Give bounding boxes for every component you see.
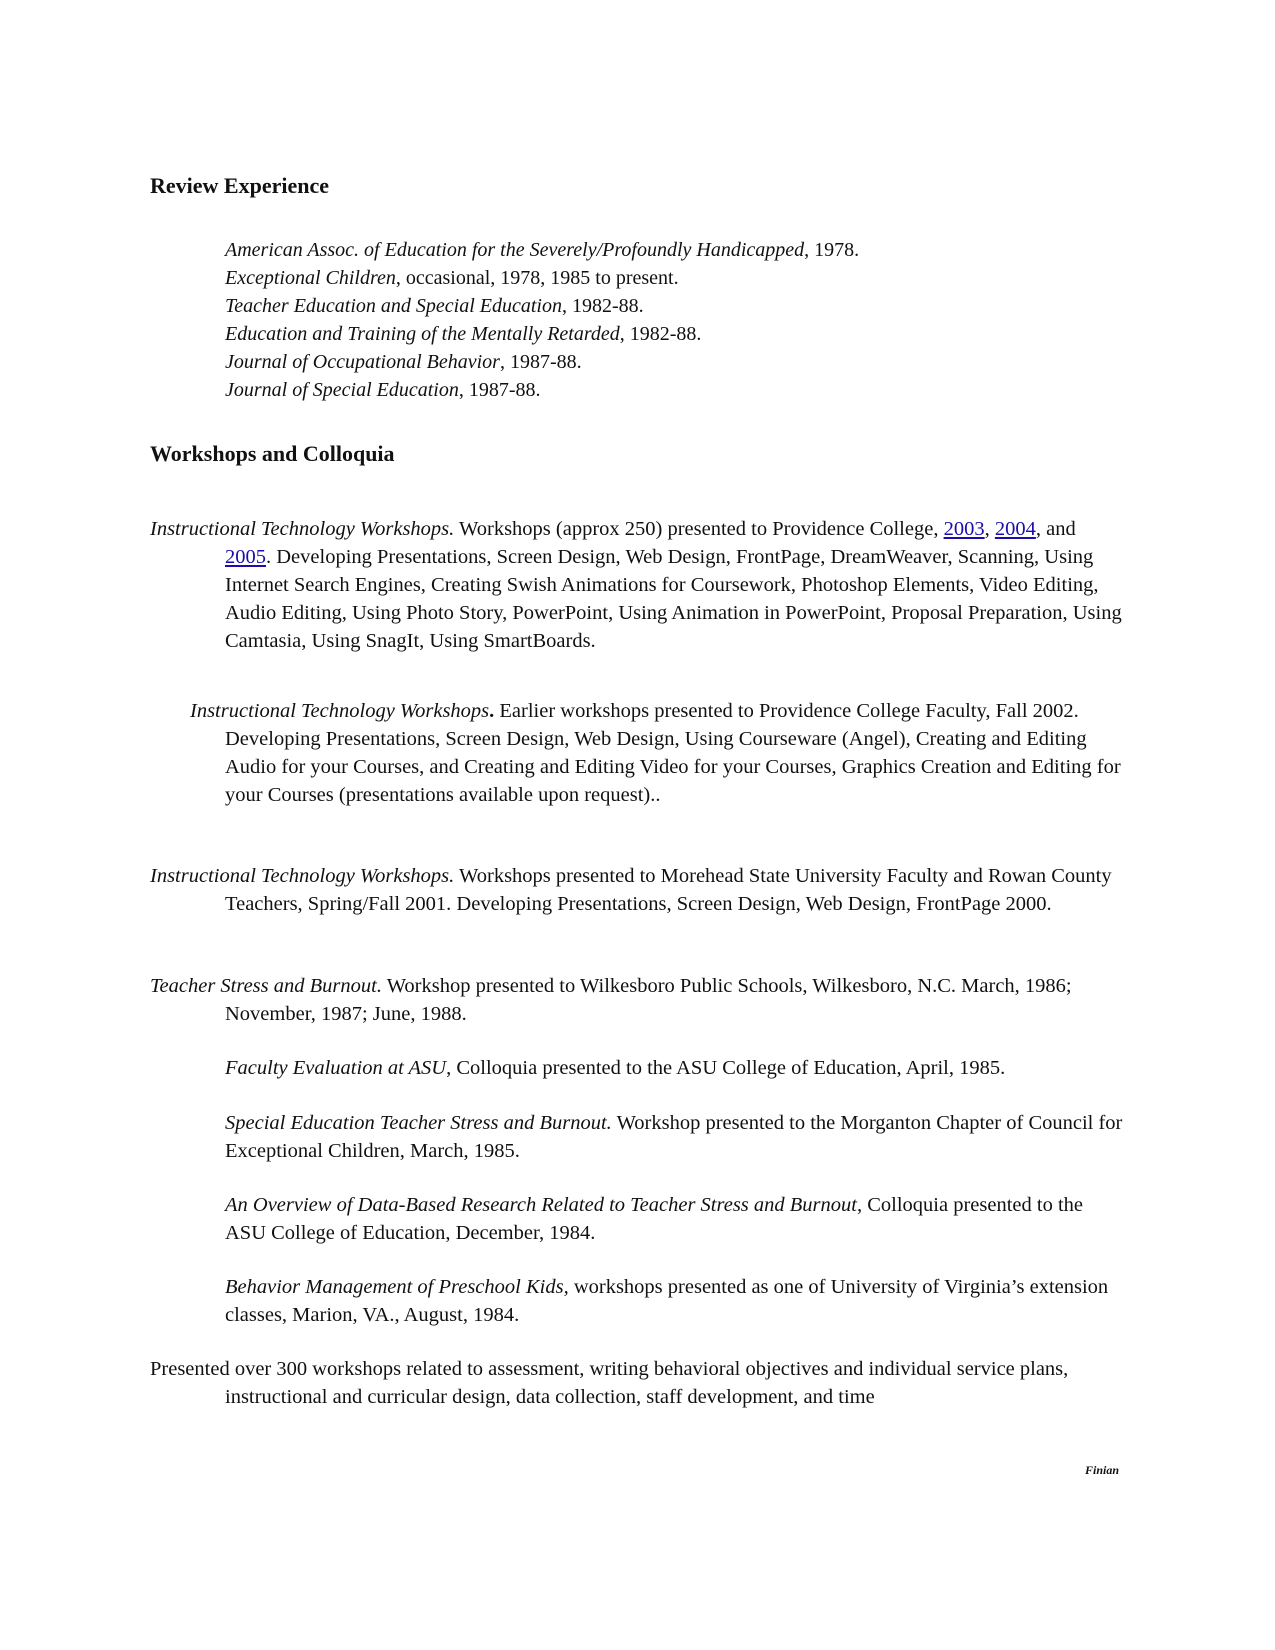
workshop-text: , Colloquia presented to the ASU College of Education, April, 1985. (446, 1057, 1006, 1079)
workshop-title: An Overview of Data-Based Research Related to Teacher Stress and Burnout, (225, 1194, 863, 1216)
workshop-title: Instructional Technology Workshops (190, 700, 490, 722)
review-experience-heading: Review Experience (150, 173, 329, 198)
workshops-colloquia-heading: Workshops and Colloquia (150, 441, 395, 466)
review-experience-list (225, 236, 1125, 404)
list-item (225, 348, 1125, 376)
review-journal-detail: , 1987-88. (458, 379, 541, 401)
review-journal-detail: , 1987-88. (499, 351, 582, 373)
workshop-entry-preschool-behavior (150, 1273, 1125, 1329)
list-item (225, 264, 1125, 292)
colloquia-entry-faculty-evaluation (150, 1054, 1125, 1082)
footer-author-name: Finian (1085, 1463, 1120, 1477)
review-journal-title: Teacher Education and Special Education (225, 295, 562, 317)
workshop-entry-providence-2002 (150, 697, 1125, 809)
workshop-text: Workshops (approx 250) presented to Providence College, (454, 518, 944, 540)
workshop-entry-wilkesboro (150, 972, 1125, 1028)
review-journal-detail: , 1982-88. (561, 295, 644, 317)
workshop-title: Special Education Teacher Stress and Burnout. (225, 1112, 612, 1134)
workshop-text: . Developing Presentations, Screen Design, Web Design, FrontPage, DreamWeaver, Scanning, Using Internet Search Engines, Creating Swish Animations for Coursework, Photoshop Elements, Video Editing, Audio Editing, Using Photo Story, PowerPoint, Using Animation in PowerPoint, Proposal Preparation, Using Camtasia, Using SnagIt, Using SmartBoards. (225, 546, 1122, 652)
list-item (225, 376, 1125, 404)
workshop-text: Colloquia presented to the ASU College of Education, December, 1984. (225, 1194, 1083, 1244)
workshop-text: Workshop presented to the Morganton Chapter of Council for Exceptional Children, March, 1985. (225, 1112, 1123, 1162)
workshop-text: Presented over 300 workshops related to assessment, writing behavioral objectives and individual service plans, instructional and curricular design, data collection, staff development, and time (150, 1358, 1069, 1408)
list-item (225, 320, 1125, 348)
workshop-entry-300-workshops (150, 1355, 1125, 1411)
link-separator: , and (1035, 518, 1076, 540)
workshop-text: workshops presented as one of University of Virginia’s extension classes, Marion, VA., August, 1984. (225, 1276, 1109, 1326)
link-2003[interactable]: 2003 (943, 518, 985, 540)
review-journal-title: American Assoc. of Education for the Severely/Profoundly Handicapped (225, 239, 805, 261)
workshop-title: Teacher Stress and Burnout. (150, 975, 382, 997)
workshop-title: Instructional Technology Workshops. (150, 518, 455, 540)
review-journal-title: Exceptional Children (225, 267, 396, 289)
workshop-title: Behavior Management of Preschool Kids, (225, 1276, 569, 1298)
workshop-entry-providence-2003-2005 (150, 515, 1125, 655)
workshop-title: Faculty Evaluation at ASU (225, 1057, 447, 1079)
link-separator: , (984, 518, 995, 540)
review-journal-detail: , 1978. (804, 239, 860, 261)
workshop-title-period: . (489, 700, 495, 722)
workshop-text: Workshops presented to Morehead State University Faculty and Rowan County Teachers, Spring/Fall 2001. Developing Presentations, Screen Design, Web Design, FrontPage 2000. (225, 865, 1112, 915)
review-journal-title: Education and Training of the Mentally Retarded (225, 323, 620, 345)
workshop-entry-morganton (150, 1109, 1125, 1165)
workshop-text: Workshop presented to Wilkesboro Public Schools, Wilkesboro, N.C. March, 1986; November, 1987; June, 1988. (225, 975, 1072, 1025)
review-journal-detail: , 1982-88. (619, 323, 702, 345)
workshop-entry-morehead-2001 (150, 862, 1125, 918)
link-2005[interactable]: 2005 (225, 546, 266, 568)
link-2004[interactable]: 2004 (994, 518, 1036, 540)
list-item (225, 236, 1125, 264)
workshop-title: Instructional Technology Workshops. (150, 865, 455, 887)
review-journal-title: Journal of Occupational Behavior (225, 351, 500, 373)
list-item (225, 292, 1125, 320)
colloquia-entry-data-based-research (150, 1191, 1125, 1247)
review-journal-title: Journal of Special Education (225, 379, 459, 401)
workshop-text: Earlier workshops presented to Providence College Faculty, Fall 2002. Developing Presentations, Screen Design, Web Design, Using Courseware (Angel), Creating and Editing Audio for your Courses, and Creating and Editing Video for your Courses, Graphics Creation and Editing for your Courses (presentations available upon request).. (225, 700, 1121, 806)
review-journal-detail: , occasional, 1978, 1985 to present. (395, 267, 679, 289)
